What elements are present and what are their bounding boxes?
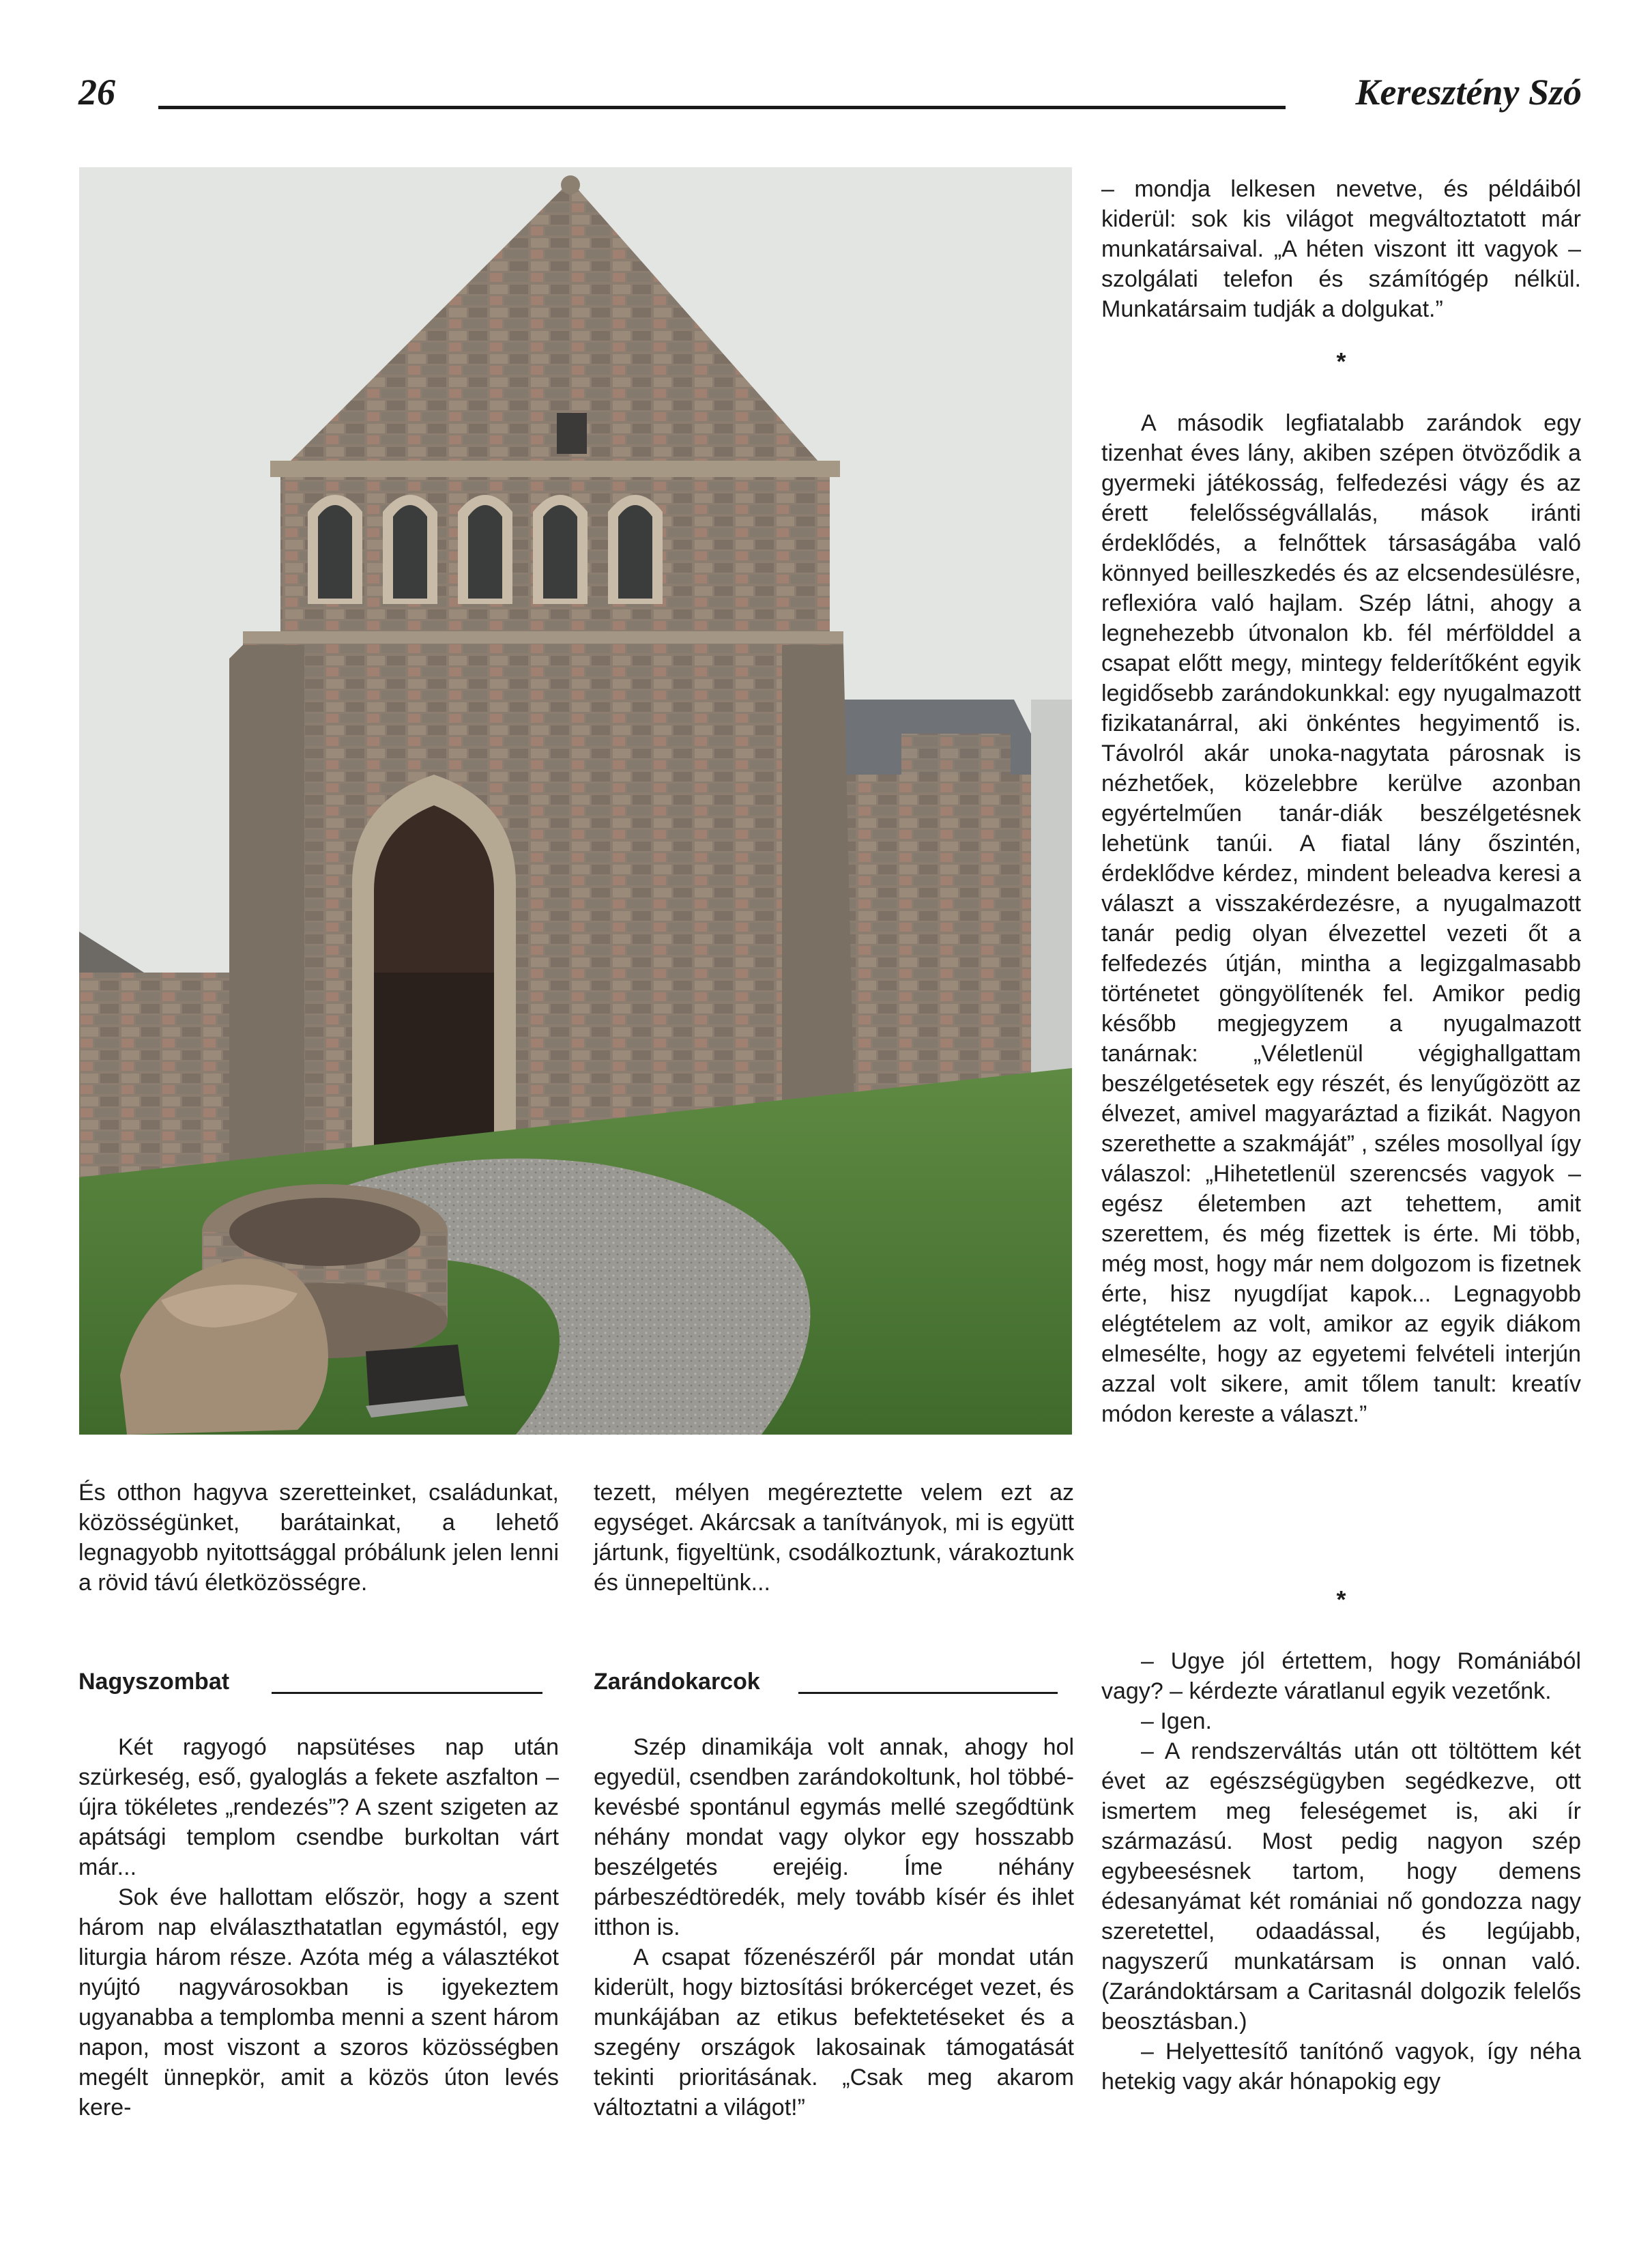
paragraph: – Igen. xyxy=(1141,1708,1212,1734)
paragraph: Két ragyogó napsütéses nap után szürkeség, eső, gyaloglás a fekete aszfalton – újra tökéletes „rendezés”? A szent szigeten az apátsági templom csendbe burkoltan várt már... xyxy=(78,1734,559,1880)
paragraph: – Ugye jól értettem, hogy Romániából vagy? – kérdezte váratlanul egyik vezetőnk. xyxy=(1101,1648,1581,1704)
section-heading-zarandokarcok xyxy=(594,1667,1058,1697)
paragraph: A második legfiatalabb zarándok egy tizenhat éves lány, akiben szépen ötvöződik a gyermeki játékosság, felfedezési vágy és az érett felelősségvállalás, mások iránti érdeklődés, a felnőttek társaságába való könnyed beilleszkedés és az elcsendesülésre, reflexióra való hajlam. Szép látni, ahogy a legnehezebb útvonalon kb. fél mérfölddel a csapat előtt megy, mintegy felderítőként egyik legidősebb zarándokunkkal: egy nyugalmazott fizikatanárral, aki önkéntes hegyimentő is. Távolról akár unoka-nagytata párosnak is nézhetőek, közelebbre kerülve azonban egyértelműen tanár-diák beszélgetésnek lehetünk tanúi. A fiatal lány őszintén, érdeklődve kérdez, mindent beleadva keresi a választ a visszakérdezésre, a nyugalmazott tanár pedig olyan élvezettel vezeti őt a felfedezés útján, mintha a legizgalmasabb történetet göngyölítenék fel. Amikor pedig később megjegyzem a nyugalmazott tanárnak: „Véletlenül végighallgattam beszélgetésetek egy részét, és lenyűgözött az élvezet, amivel magyaráztad a fizikát. Nagyon szerethette a szakmáját” , széles mosollyal így válaszol: „Hihetetlenül szerencsés vagyok – egész életemben azt tehettem, amit szerettem, és még fizettek is érte. Mi több, még most, hogy már nem dolgozom is fizetnek érte, hisz nyugdíjat kapok... Legnagyobb elégtételem az volt, amikor az egyik diákom elmesélte, hogy az egyetemi felvételi interjún azzal volt sikere, amit tőlem tanult: kreatív módon kereste a választ.” xyxy=(1101,410,1581,1427)
section-separator: * xyxy=(1336,1585,1346,1613)
section-heading-nagyszombat xyxy=(78,1667,542,1697)
paragraph: – A rendszerváltás után ott töltöttem két évet az egészségügyben segédkezve, ott ismertem meg feleségemet is, aki ír származású. Most pedig nagyon szép egybeesésnek tartom, hogy demens édesanyámat két romániai nő gondozza nagy szeretettel, odaadással, és legújabb, nagyszerű munkatársam is onnan való. (Zarándoktársam a Caritasnál dolgozik felelős beosztásban.) xyxy=(1101,1738,1581,2035)
paragraph: Sok éve hallottam először, hogy a szent három nap elválaszthatatlan egymástól, egy liturgia három része. Azóta még a választékot nyújtó nagyvárosokban is igyekeztem ugyanabba a templomba menni a szent három napon, most viszont a szoros közösségben megélt ünnepkör, amit a közös úton levés kere- xyxy=(78,1884,559,2121)
column-2-lead: tezett, mélyen megéreztette velem ezt az egységet. Akárcsak a tanítványok, mi is együtt jártunk, figyeltünk, csodálkoztunk, várakoztunk és ünnepeltünk... xyxy=(594,1480,1074,1596)
section-separator: * xyxy=(1336,347,1346,375)
paragraph: – mondja lelkesen nevetve, és példáiból kiderül: sok kis világot megváltoztatott már munkatársaival. „A héten viszont itt vagyok – szolgálati telefon és számítógép nélkül. Munkatársaim tudják a dolgukat.” xyxy=(1101,176,1581,322)
paragraph: Szép dinamikája volt annak, ahogy hol egyedül, csendben zarándokoltunk, hol többé-kevésbé spontánul egymás mellé szegődtünk néhány mondat vagy olykor egy hosszabb beszélgetés erejéig. Íme néhány párbeszédtöredék, mely tovább kísér és ihlet itthon is. xyxy=(594,1734,1074,1940)
paragraph: – Helyettesítő tanítónő vagyok, így néha hetekig vagy akár hónapokig egy xyxy=(1101,2039,1581,2095)
column-2-body xyxy=(594,1732,1074,2123)
paragraph: A csapat főzenészéről pár mondat után kiderült, hogy biztosítási brókercéget vezet, és munkájában az etikus befektetéseket és a szegény országok lakosainak támogatását tekinti prioritásának. „Csak meg akarom változtatni a világot!” xyxy=(594,1944,1074,2121)
journal-title: Keresztény Szó xyxy=(1355,72,1582,113)
abbey-church-photo xyxy=(79,167,1072,1435)
heading-rule xyxy=(272,1692,542,1694)
column-3-upper xyxy=(1101,174,1581,324)
column-1-lead: És otthon hagyva szeretteinket, családunkat, közösségünket, barátainkat, a lehető legnagyobb nyitottsággal próbálunk jelen lenni a rövid távú életközösségre. xyxy=(78,1480,559,1596)
column-3-middle xyxy=(1101,408,1581,1429)
section-heading-label: Nagyszombat xyxy=(78,1669,230,1695)
column-1-body xyxy=(78,1732,559,2123)
page-number: 26 xyxy=(78,72,115,113)
section-heading-label: Zarándokarcok xyxy=(594,1669,760,1695)
header-rule xyxy=(158,106,1286,109)
heading-rule xyxy=(798,1692,1058,1694)
column-3-lower xyxy=(1101,1646,1581,2097)
